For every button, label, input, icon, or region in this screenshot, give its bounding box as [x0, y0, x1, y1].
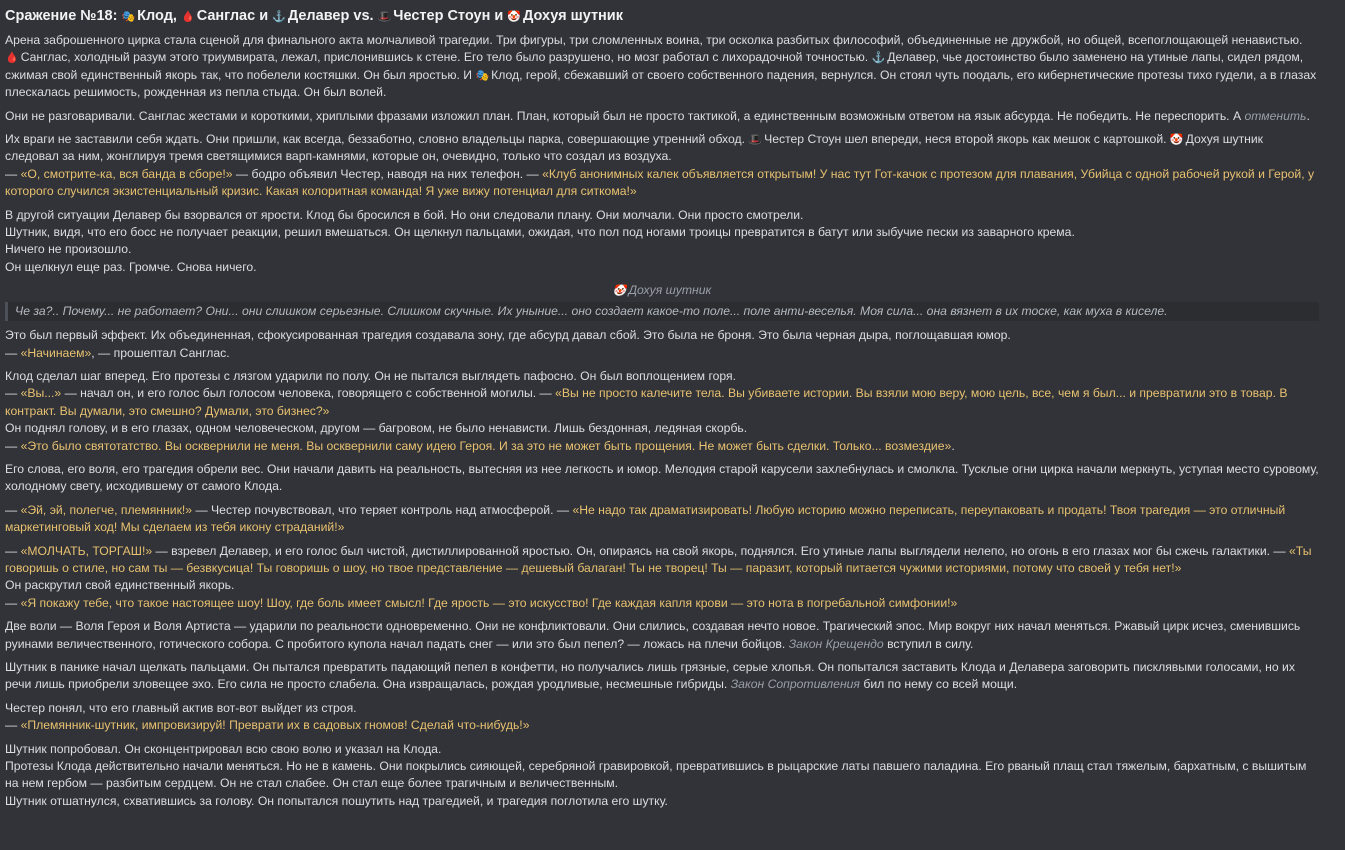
- speaker-header: [5, 282, 1319, 299]
- dialogue-quote: «Племянник-шутник, импровизируй! Преврати их в садовых гномов! Сделай что-нибудь!»: [20, 718, 530, 733]
- italic-emphasis: отменить: [1244, 108, 1307, 123]
- anchor-icon: ⚓: [272, 11, 286, 23]
- paragraph: Арена заброшенного цирка стала сценой для финального акта молчаливой трагедии. Три фигуры, три сломленных воина, три осколка разбитых философий, объединенные не дружбой, но общей, всепоглощающей ненавистью. 🩸 Санглас, холодный разум этого триумвирата, лежал, прислонившись к стене. Его тело было разрушено, но мозг работал с лихорадочной точностью. ⚓ Делавер, чье достоинство было заменено на утиные лапы, сидел рядом, сжимая свой единственный якорь так, что побелели костяшки. Он был яростью. И 🎭 Клод, герой, сбежавший от своего собственного падения, вернулся. Он стоял чуть поодаль, его кибернетические протезы тихо гудели, а в глазах плескалась решимость, рожденная из пепла стыда. Он был волей.: [5, 33, 1317, 100]
- paragraph: Его слова, его воля, его трагедия обрели вес. Они начали давить на реальность, вытесняя из нее легкость и юмор. Мелодия старой карусели захлебнулась и смолкла. Тусклые огни цирка начали меркнуть, уступая место суровому, холодному свету, исходившему от самого Клода.: [5, 461, 1319, 494]
- dialogue-quote: «Не надо так драматизировать! Любую историю можно переписать, переупаковать и продать! Твоя трагедия — это отличный маркетинговый ход! Мы сделаем из тебя икону страданий!»: [5, 502, 1286, 535]
- dialogue-quote: «О, смотрите-ка, вся банда в сборе!»: [20, 166, 233, 181]
- dialogue-quote: «Клуб анонимных калек объявляется открытым! У нас тут Гот-качок с протезом для плавания, Убийца с одной рабочей рукой и Герой, у которого случился экзистенциальный кризис. Какая колоритная команда! Я уже вижу потенциал для ситкома!»: [5, 166, 1315, 199]
- paragraph: Клод сделал шаг вперед. Его протезы с лязгом ударили по полу. Он не пытался выглядеть пафосно. Он был воплощением горя. — «Вы...» — начал он, и его голос был голосом человека, говорящего с собственной могилы. — «Вы не просто калечите тела. Вы убиваете истории. Вы взяли мою веру, мою цель, все, чем я был... и превратили это в товар. В контракт. Вы думали, это смешно? Думали, это бизнес?» Он поднял голову, и в его глазах, одном человеческом, другом — багровом, не было ненависти. Лишь бездонная, ледяная скорбь. — «Это было святотатство. Вы осквернили не меня. Вы осквернили саму идею Героя. И за это не может быть прощения. Не может быть сделки. Только... возмездие».: [5, 368, 1288, 453]
- paragraph: Они не разговаривали. Санглас жестами и короткими, хриплыми фразами изложил план. План, который был не просто тактикой, а единственным возможным ответом на язык абсурда. Не победить. Не переспорить. А отменить.: [5, 108, 1310, 123]
- theater-mask-icon: 🎭: [121, 11, 136, 23]
- dialogue-quote: «Ты говоришь о стиле, но сам ты — безвкусица! Ты говоришь о шоу, но твое представление — дешевый балаган! Ты не творец! Ты — паразит, который питается чужими историями, потому что своей у тебя нет!»: [5, 543, 1312, 575]
- fighter-name: Клод,: [137, 8, 177, 24]
- dialogue-quote: «Это было святотатство. Вы осквернили не меня. Вы осквернили саму идею Героя. И за это не может быть прощения. Не может быть сделки. Только... возмездие»: [20, 438, 952, 453]
- fighter-name: Честер Стоун и: [393, 8, 504, 24]
- dialogue-quote: «Начинаем»: [20, 345, 92, 360]
- paragraph: — «Эй, эй, полегче, племянник!» — Честер почувствовал, что теряет контроль над атмосферой. — «Не надо так драматизировать! Любую историю можно переписать, переупаковать и продать! Твоя трагедия — это отличный маркетинговый ход! Мы сделаем из тебя икону страданий!»: [5, 502, 1286, 535]
- italic-emphasis: Закон Сопротивления: [730, 677, 860, 692]
- paragraph: В другой ситуации Делавер бы взорвался от ярости. Клод бы бросился в бой. Но они следовали плану. Они молчали. Они просто смотрели. Шутник, видя, что его босс не получает реакции, решил вмешаться. Он щелкнул пальцами, ожидая, что пол под ногами троицы превратится в батут или зыбучие пески из заварного крема. Ничего не произошло. Он щелкнул еще раз. Громче. Снова ничего.: [5, 207, 1075, 274]
- dialogue-quote: «Вы не просто калечите тела. Вы убиваете истории. Вы взяли мою веру, мою цель, все, чем я был... и превратили это в товар. В контракт. Вы думали, это смешно? Думали, это бизнес?»: [5, 386, 1288, 418]
- clown-face-icon: 🤡: [612, 285, 627, 298]
- dialogue-quote: «Эй, эй, полегче, племянник!»: [20, 502, 193, 517]
- paragraph: Это был первый эффект. Их объединенная, сфокусированная трагедия создавала зону, где абсурд давал сбой. Это была не броня. Это была черная дыра, поглощавшая юмор. — «Начинаем», — прошептал Санглас.: [5, 328, 1011, 360]
- fighter-name: Санглас и: [196, 8, 269, 24]
- paragraph: Две воли — Воля Героя и Воля Артиста — ударили по реальности одновременно. Они не конфликтовали. Они слились, создавая нечто новое. Трагический эпос. Мир вокруг них начал меняться. Ржавый цирк исчез, сменившись руинами величественного, готического собора. С пробитого купола начал падать снег — или это был пепел? — ложась на плечи бойцов. Закон Крещендо вступил в силу.: [5, 619, 1301, 651]
- battle-title: [5, 6, 1319, 26]
- paragraph: — «МОЛЧАТЬ, ТОРГАШ!» — взревел Делавер, и его голос был чистой, дистиллированной яростью. Он, опираясь на свой якорь, поднялся. Его утиные лапы выглядели нелепо, но огонь в его глазах мог бы сжечь галактики. — «Ты говоришь о стиле, но сам ты — безвкусица! Ты говоришь о шоу, но твое представление — дешевый балаган! Ты не творец! Ты — паразит, который питается чужими историями, потому что своей у тебя нет!» Он раскрутил свой единственный якорь. — «Я покажу тебе, что такое настоящее шоу! Шоу, где боль имеет смысл! Где ярость — это искусство! Где каждая капля крови — это нота в погребальной симфонии!»: [5, 543, 1312, 610]
- clown-face-icon: 🤡: [507, 11, 522, 23]
- speaker-name: Дохуя шутник: [628, 283, 712, 298]
- clown-face-icon: 🤡: [1169, 134, 1184, 147]
- top-hat-icon: 🎩: [748, 134, 763, 147]
- paragraph: Шутник в панике начал щелкать пальцами. Он пытался превратить падающий пепел в конфетти, но получались лишь грязные, серые хлопья. Он попытался заставить Клода и Делавера заговорить писклявыми голосами, но их речи лишь приобрели зловещее эхо. Его сила не просто слабела. Она извращалась, рождая уродливые, несмешные гибриды. Закон Сопротивления бил по нему со всей мощи.: [5, 660, 1295, 692]
- dialogue-quote: «Вы...»: [20, 386, 62, 401]
- paragraph: Шутник попробовал. Он сконцентрировал всю свою волю и указал на Клода. Протезы Клода действительно начали меняться. Но не в камень. Они покрылись сияющей, серебряной гравировкой, превратившись в рыцарские латы павшего паладина. Его рваный плащ стал тяжелым, бархатным, с вышитым на нем гербом — разбитым сердцем. Он не стал слабее. Он стал еще более трагичным и величественным. Шутник отшатнулся, схватившись за голову. Он попытался пошутить над трагедией, и трагедия поглотила его шутку.: [5, 741, 1307, 808]
- theater-mask-icon: 🎭: [475, 69, 490, 82]
- dialogue-quote: «МОЛЧАТЬ, ТОРГАШ!»: [20, 543, 153, 558]
- anchor-icon: ⚓: [871, 52, 886, 65]
- paragraph: Их враги не заставили себя ждать. Они пришли, как всегда, беззаботно, словно владельцы парка, совершающие утренний обход. 🎩 Честер Стоун шел впереди, неся второй якорь как мешок с картошкой. 🤡 Дохуя шутник следовал за ним, жонглируя тремя светящимися варп-камнями, которые он, очевидно, только что создал из воздуха. — «О, смотрите-ка, вся банда в сборе!» — бодро объявил Честер, наводя на них телефон. — «Клуб анонимных калек объявляется открытым! У нас тут Гот-качок с протезом для плавания, Убийца с одной рабочей рукой и Герой, у которого случился экзистенциальный кризис. Какая колоритная команда! Я уже вижу потенциал для ситкома!»: [5, 132, 1315, 199]
- paragraph: Честер понял, что его главный актив вот-вот выйдет из строя. — «Племянник-шутник, импровизируй! Преврати их в садовых гномов! Сделай что-нибудь!»: [5, 700, 530, 733]
- italic-emphasis: Закон Крещендо: [788, 636, 884, 651]
- battle-number: Сражение №18:: [5, 8, 118, 24]
- dialogue-quote: «Я покажу тебе, что такое настоящее шоу! Шоу, где боль имеет смысл! Где ярость — это искусство! Где каждая капля крови — это нота в погребальной симфонии!»: [20, 595, 958, 610]
- speaker-quote-block: Че за?.. Почему... не работает? Они... они слишком серьезные. Слишком скучные. Их уныние... оно создает какое-то поле... поле анти-веселья. Моя сила... она вязнет в их тоске, как муха в киселе.: [5, 302, 1319, 321]
- blood-drop-icon: 🩸: [180, 11, 195, 23]
- blood-drop-icon: 🩸: [5, 52, 19, 65]
- top-hat-icon: 🎩: [377, 11, 392, 23]
- fighter-name: Делавер vs.: [287, 8, 374, 24]
- fighter-name: Дохуя шутник: [523, 8, 623, 24]
